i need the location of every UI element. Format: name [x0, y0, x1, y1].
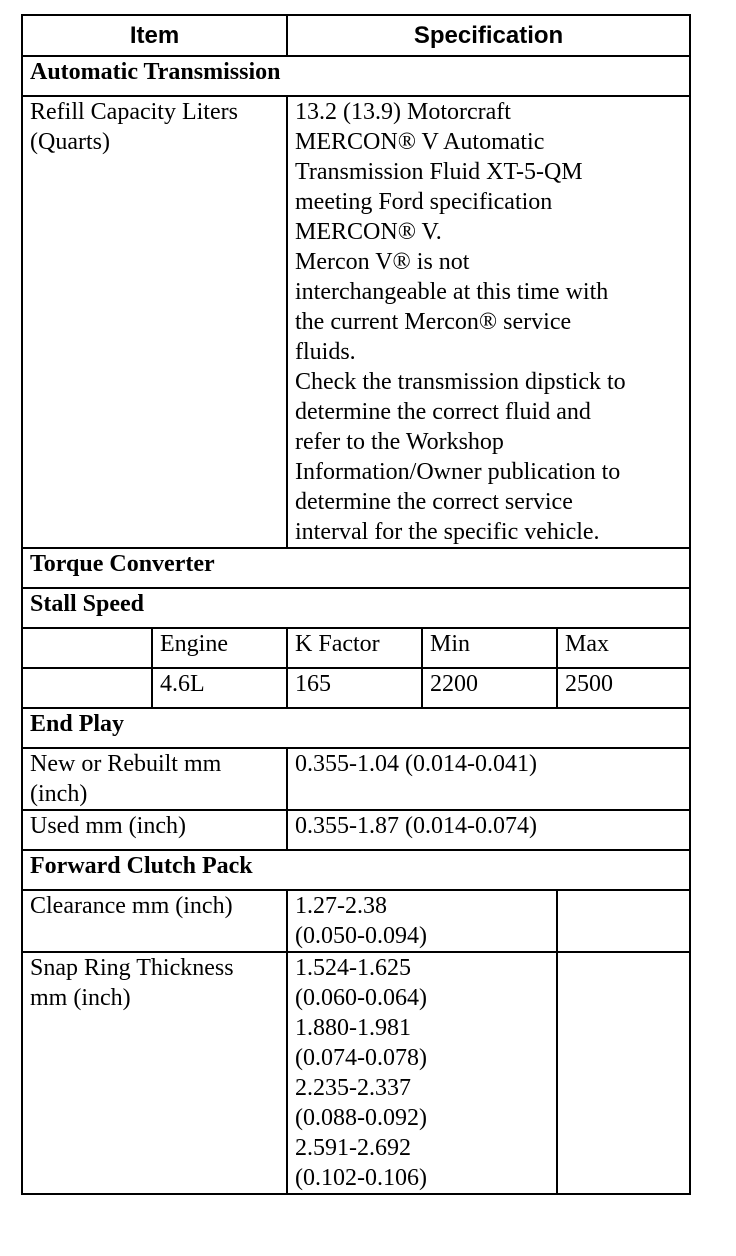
- text-line: 1.880-1.981: [295, 1015, 412, 1041]
- text-line: Refill Capacity Liters: [30, 99, 238, 125]
- text-line: (0.060-0.064): [295, 985, 427, 1011]
- snap-ring-value: [287, 952, 557, 1194]
- text-line: (inch): [30, 781, 88, 807]
- text-line: interval for the specific vehicle.: [295, 519, 600, 545]
- section-row: [22, 548, 690, 588]
- table-row-snap-ring: [22, 952, 690, 1194]
- clearance-blank-cell: [557, 890, 690, 952]
- text-line: 2.235-2.337: [295, 1075, 412, 1101]
- table-row-used: [22, 810, 690, 850]
- text-line: 1.524-1.625: [295, 955, 412, 981]
- text-line: Transmission Fluid XT-5-QM: [295, 159, 583, 185]
- text-line: determine the correct service: [295, 489, 573, 515]
- section-row: [22, 850, 690, 890]
- text-line: Information/Owner publication to: [295, 459, 621, 485]
- text-line: refer to the Workshop: [295, 429, 504, 455]
- text-line: interchangeable at this time with: [295, 279, 609, 305]
- table-row-new-or-rebuilt: [22, 748, 690, 810]
- text-line: 1.27-2.38: [295, 893, 388, 919]
- section-row: [22, 708, 690, 748]
- text-line: 13.2 (13.9) Motorcraft: [295, 99, 511, 125]
- stall-speed-col-k-factor: K Factor: [287, 628, 422, 668]
- text-line: determine the correct fluid and: [295, 399, 591, 425]
- header-row: [22, 15, 690, 56]
- new-or-rebuilt-label: [22, 748, 287, 810]
- snap-ring-blank-cell: [557, 952, 690, 1194]
- table-row-refill-capacity: [22, 96, 690, 548]
- section-torque-converter: Torque Converter: [22, 548, 690, 588]
- used-label: Used mm (inch): [22, 810, 287, 850]
- text-line: (0.102-0.106): [295, 1165, 427, 1191]
- stall-speed-cell-blank: [22, 668, 152, 708]
- clearance-label: Clearance mm (inch): [22, 890, 287, 952]
- stall-speed-col-min: Min: [422, 628, 557, 668]
- text-line: the current Mercon® service: [295, 309, 572, 335]
- text-line: (0.050-0.094): [295, 923, 427, 949]
- refill-capacity-value: [287, 96, 690, 548]
- text-line: (0.088-0.092): [295, 1105, 427, 1131]
- cropped-text-fragment: [30, 0, 150, 6]
- text-line: 2.591-2.692: [295, 1135, 412, 1161]
- text-line: MERCON® V Automatic: [295, 129, 545, 155]
- section-end-play: End Play: [22, 708, 690, 748]
- section-forward-clutch-pack: Forward Clutch Pack: [22, 850, 690, 890]
- text-line: MERCON® V.: [295, 219, 442, 245]
- stall-speed-col-engine: Engine: [152, 628, 287, 668]
- text-line: mm (inch): [30, 985, 131, 1011]
- text-line: (Quarts): [30, 129, 110, 155]
- stall-speed-header-row: [22, 628, 690, 668]
- stall-speed-cell-k-factor: 165: [287, 668, 422, 708]
- text-line: fluids.: [295, 339, 356, 365]
- section-row: [22, 588, 690, 628]
- text-line: New or Rebuilt mm: [30, 751, 222, 777]
- snap-ring-label: [22, 952, 287, 1194]
- stall-speed-cell-engine: 4.6L: [152, 668, 287, 708]
- new-or-rebuilt-value: 0.355-1.04 (0.014-0.041): [287, 748, 690, 810]
- stall-speed-col-max: Max: [557, 628, 690, 668]
- stall-speed-data-row: [22, 668, 690, 708]
- section-row: [22, 56, 690, 96]
- stall-speed-cell-min: 2200: [422, 668, 557, 708]
- text-line: Check the transmission dipstick to: [295, 369, 626, 395]
- section-stall-speed: Stall Speed: [22, 588, 690, 628]
- text-line: meeting Ford specification: [295, 189, 553, 215]
- stall-speed-cell-max: 2500: [557, 668, 690, 708]
- text-line: Mercon V® is not: [295, 249, 470, 275]
- used-value: 0.355-1.87 (0.014-0.074): [287, 810, 690, 850]
- clearance-value: [287, 890, 557, 952]
- stall-speed-col-blank: [22, 628, 152, 668]
- specification-table: [21, 14, 691, 1195]
- text-line: (0.074-0.078): [295, 1045, 427, 1071]
- text-line: Snap Ring Thickness: [30, 955, 234, 981]
- header-specification: Specification: [287, 15, 690, 56]
- header-item: Item: [22, 15, 287, 56]
- section-automatic-transmission: Automatic Transmission: [22, 56, 690, 96]
- refill-capacity-label: [22, 96, 287, 548]
- table-row-clearance: [22, 890, 690, 952]
